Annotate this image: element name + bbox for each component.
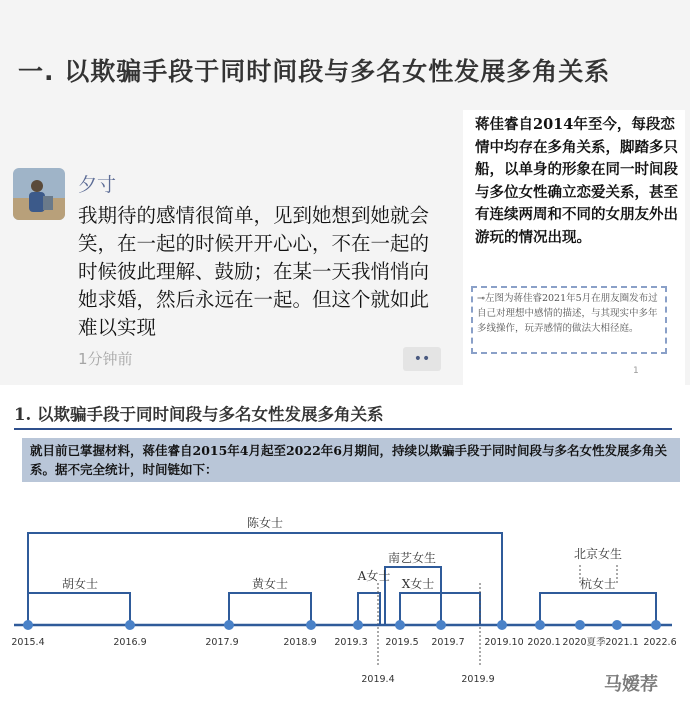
dot xyxy=(436,620,446,630)
date-label: 2019.5 xyxy=(385,637,419,648)
post-time: 1分钟前 xyxy=(78,350,133,368)
dot xyxy=(306,620,316,630)
date-label: 2018.9 xyxy=(283,637,317,648)
dot xyxy=(651,620,661,630)
section-title: 1. 以欺骗手段于同时间段与多名女性发展多角关系 xyxy=(14,405,384,424)
bar-nanyi xyxy=(385,567,441,625)
date-label: 2020.1 xyxy=(527,637,561,648)
timeline-section xyxy=(0,385,690,710)
date-label: 2016.9 xyxy=(113,637,147,648)
date-label: 2021.1 xyxy=(605,637,639,648)
label-nanyi: 南艺女生 xyxy=(387,551,437,565)
relationship-bars xyxy=(28,533,656,625)
label-x: X女士 xyxy=(401,577,435,591)
dot xyxy=(395,620,405,630)
date-label: 2015.4 xyxy=(11,637,45,648)
dot xyxy=(535,620,545,630)
avatar[interactable] xyxy=(13,168,65,220)
moments-post xyxy=(0,150,458,385)
date-label: 2019.3 xyxy=(334,637,368,648)
dot xyxy=(23,620,33,630)
page-title: 一. 以欺骗手段于同时间段与多名女性发展多角关系 xyxy=(18,57,611,86)
label-hang: 杭女士 xyxy=(579,577,617,591)
date-label: 2022.6 xyxy=(643,637,677,648)
label-huang: 黄女士 xyxy=(251,577,289,591)
bar-hu xyxy=(28,593,130,625)
dot xyxy=(575,620,585,630)
label-chen: 陈女士 xyxy=(246,516,284,530)
dot xyxy=(612,620,622,630)
date-label: 2019.10 xyxy=(484,637,524,648)
title-rule xyxy=(14,428,672,430)
dot xyxy=(497,620,507,630)
intro-box xyxy=(22,438,680,482)
label-a: A女士 xyxy=(357,569,391,583)
timeline-chart xyxy=(0,485,690,710)
note-panel xyxy=(463,110,685,385)
post-text: 我期待的感情很简单，见到她想到她就会笑，在一起的时候开开心心，不在一起的时候彼此理解、鼓励；在某一天我悄悄向她求婚，然后永远在一起。但这个就如此难以实现 xyxy=(78,204,430,339)
dot xyxy=(224,620,234,630)
dot xyxy=(353,620,363,630)
label-hu: 胡女士 xyxy=(61,577,99,591)
more-button[interactable]: •• xyxy=(403,347,441,371)
date-label: 2019.7 xyxy=(431,637,465,648)
bar-hang xyxy=(540,593,656,625)
bar-huang xyxy=(229,593,311,625)
bar-a xyxy=(358,593,380,625)
dot xyxy=(125,620,135,630)
date-label: 2019.9 xyxy=(461,674,495,685)
avatar-image-icon xyxy=(13,168,65,220)
date-label: 2019.4 xyxy=(361,674,395,685)
label-beijing: 北京女生 xyxy=(573,547,623,561)
intro-text: 就目前已掌握材料，蒋佳睿自2015年4月起至2022年6月期间，持续以欺骗手段于同时间段与多名女性发展多角关系。据不完全统计，时间链如下： xyxy=(30,443,667,477)
post-author[interactable]: 夕寸 xyxy=(78,174,117,196)
date-label: 2017.9 xyxy=(205,637,239,648)
page-number: 1 xyxy=(633,366,639,376)
date-label: 2020夏季 xyxy=(562,637,606,648)
caption-box: ⊸左图为蒋佳睿2021年5月在朋友圈发布过自己对理想中感情的描述，与其现实中多年多线操作，玩弄感情的做法大相径庭。 xyxy=(471,286,667,354)
watermark: 马嫒荐 xyxy=(604,674,658,695)
note-text: 蒋佳睿自2014年至今，每段恋情中均存在多角关系，脚踏多只船，以单身的形象在同一时间段与多位女性确立恋爱关系，甚至有连续两周和不同的女朋友外出游玩的情况出现。 xyxy=(475,116,678,246)
